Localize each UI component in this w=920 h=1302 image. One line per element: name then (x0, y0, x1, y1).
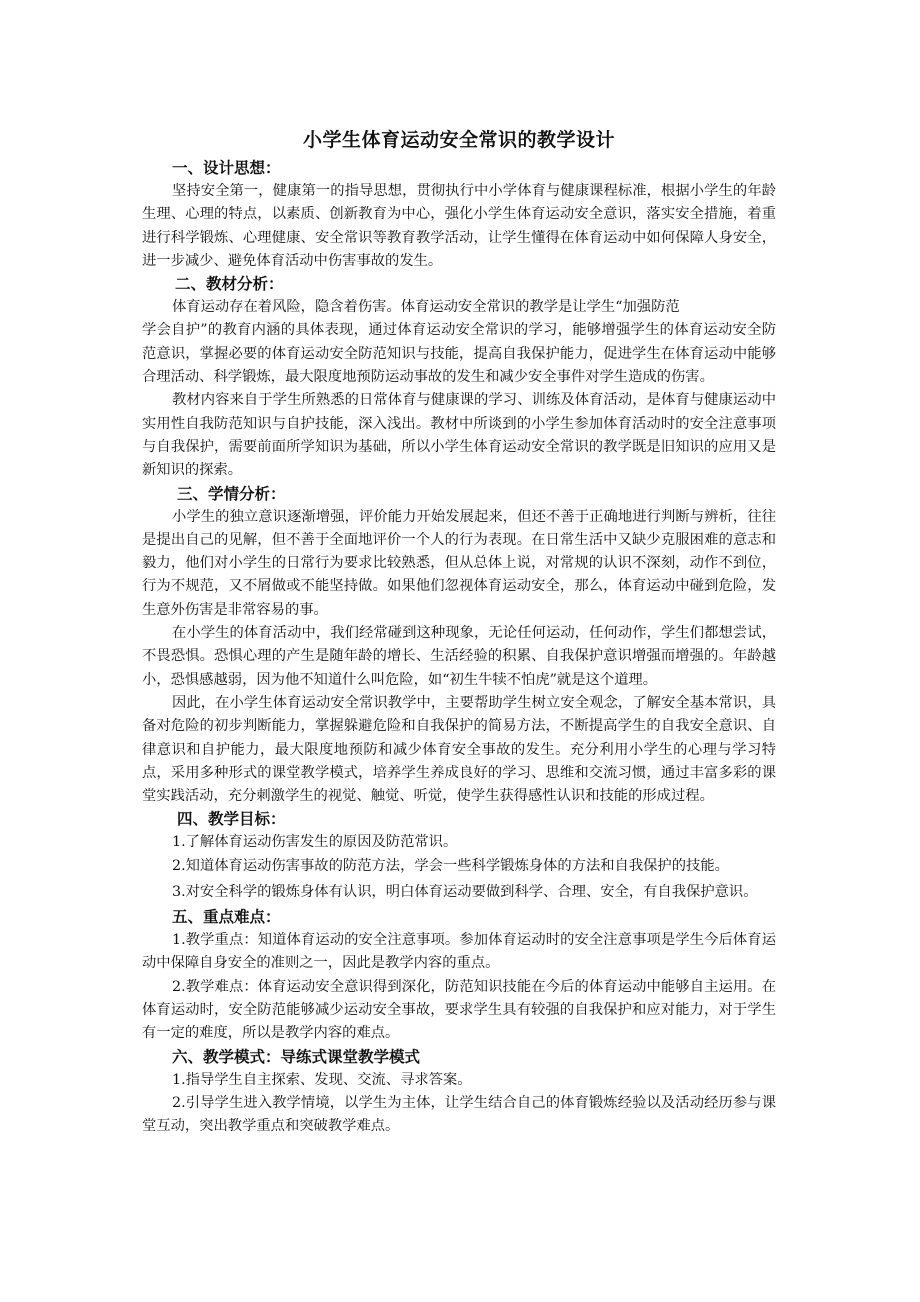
material-paragraph-2: 教材内容来自于学生所熟悉的日常体育与健康课的学习、训练及体育活动，是体育与健康运动中实用性自我防范知识与自护技能，深入浅出。教材中所谈到的小学生参加体育活动时的安全注意事项与自我保护，需要前面所学知识为基础，所以小学生体育运动安全常识的教学既是旧知识的应用又是新知识的探索。 (142, 392, 776, 479)
section-heading-students: 三、学情分析： (177, 484, 286, 503)
document-title: 小学生体育运动安全常识的教学设计 (302, 129, 615, 151)
section-heading-mode: 六、教学模式：导练式课堂教学模式 (172, 1047, 421, 1066)
section-heading-design: 一、设计思想： (172, 159, 281, 177)
material-paragraph-1a: 体育运动存在着风险，隐含着伤害。体育运动安全常识的教学是让学生“加强防范 (172, 299, 680, 316)
mode-item-1: 1.指导学生自主探索、发现、交流、寻求答案。 (172, 1071, 472, 1088)
students-paragraph-1: 小学生的独立意识逐渐增强，评价能力开始发展起来，但还不善于正确地进行判断与辨析，往往是提出自己的见解，但不善于全面地评价一个人的行为表现。在日常生活中又缺少克服困难的意志和毅力，他们对小学生的日常行为要求比较熟悉，但从总体上说，对常规的认识不深刻，动作不到位，行为不规范，又不屑做或不能坚持做。如果他们忽视体育运动安全，那么，体育运动中碰到危险，发生意外伤害是非常容易的事。 (142, 508, 776, 618)
mode-item-2: 2.引导学生进入教学情境，以学生为主体，让学生结合自己的体育锻炼经验以及活动经历参与课堂互动，突出教学重点和突破教学难点。 (142, 1094, 776, 1135)
section-heading-keys: 五、重点难点： (172, 908, 281, 927)
document-page (142, 124, 776, 1138)
key-item-2: 2.教学难点：体育运动安全意识得到深化，防范知识技能在今后的体育运动中能够自主运用。在体育运动时，安全防范能够减少运动安全事故，要求学生具有较强的自我保护和应对能力，对于学生有一定的难度，所以是教学内容的难点。 (142, 978, 776, 1042)
key-item-1: 1.教学重点：知道体育运动的安全注意事项。参加体育运动时的安全注意事项是学生今后体育运动中保障自身安全的准则之一，因此是教学内容的重点。 (142, 932, 776, 972)
section-heading-goals: 四、教学目标： (177, 810, 286, 829)
design-paragraph: 坚持安全第一，健康第一的指导思想，贯彻执行中小学体育与健康课程标准，根据小学生的年龄生理、心理的特点，以素质、创新教育为中心，强化小学生体育运动安全意识，落实安全措施，着重进行科学锻炼、心理健康、安全常识等教育教学活动，让学生懂得在体育运动中如何保障人身安全，进一步减少、避免体育活动中伤害事故的发生。 (142, 183, 776, 269)
goal-item-1: 1.了解体育运动伤害发生的原因及防范常识。 (172, 834, 458, 851)
material-paragraph-1b: 学会自护”的教育内涵的具体表现，通过体育运动安全常识的学习，能够增强学生的体育运动安全防范意识，掌握必要的体育运动安全防范知识与技能，提高自我保护能力，促进学生在体育运动中能够合理活动、科学锻炼，最大限度地预防运动事故的发生和减少安全事件对学生造成的伤害。 (142, 322, 776, 386)
section-heading-material: 二、教材分析： (175, 275, 284, 294)
goal-item-2: 2.知道体育运动伤害事故的防范方法，学会一些科学锻炼身体的方法和自我保护的技能。 (172, 857, 729, 874)
students-paragraph-2: 在小学生的体育活动中，我们经常碰到这种现象，无论任何运动，任何动作，学生们都想尝试，不畏恐惧。恐惧心理的产生是随年龄的增长、生活经验的积累、自我保护意识增强而增强的。年龄越小，恐惧感越弱，因为他不知道什么叫危险，如“初生牛犊不怕虎”就是这个道理。 (142, 625, 776, 688)
students-paragraph-3: 因此，在小学生体育运动安全常识教学中，主要帮助学生树立安全观念，了解安全基本常识，具备对危险的初步判断能力，掌握躲避危险和自我保护的简易方法，不断提高学生的自我安全意识、自律意识和自护能力，最大限度地预防和减少体育安全事故的发生。充分利用小学生的心理与学习特点，采用多种形式的课堂教学模式，培养学生养成良好的学习、思维和交流习惯，通过丰富多彩的课堂实践活动，充分刺激学生的视觉、触觉、听觉，使学生获得感性认识和技能的形成过程。 (142, 694, 776, 805)
goal-item-3: 3.对安全科学的锻炼身体有认识，明白体育运动要做到科学、合理、安全，有自我保护意识。 (172, 884, 758, 901)
